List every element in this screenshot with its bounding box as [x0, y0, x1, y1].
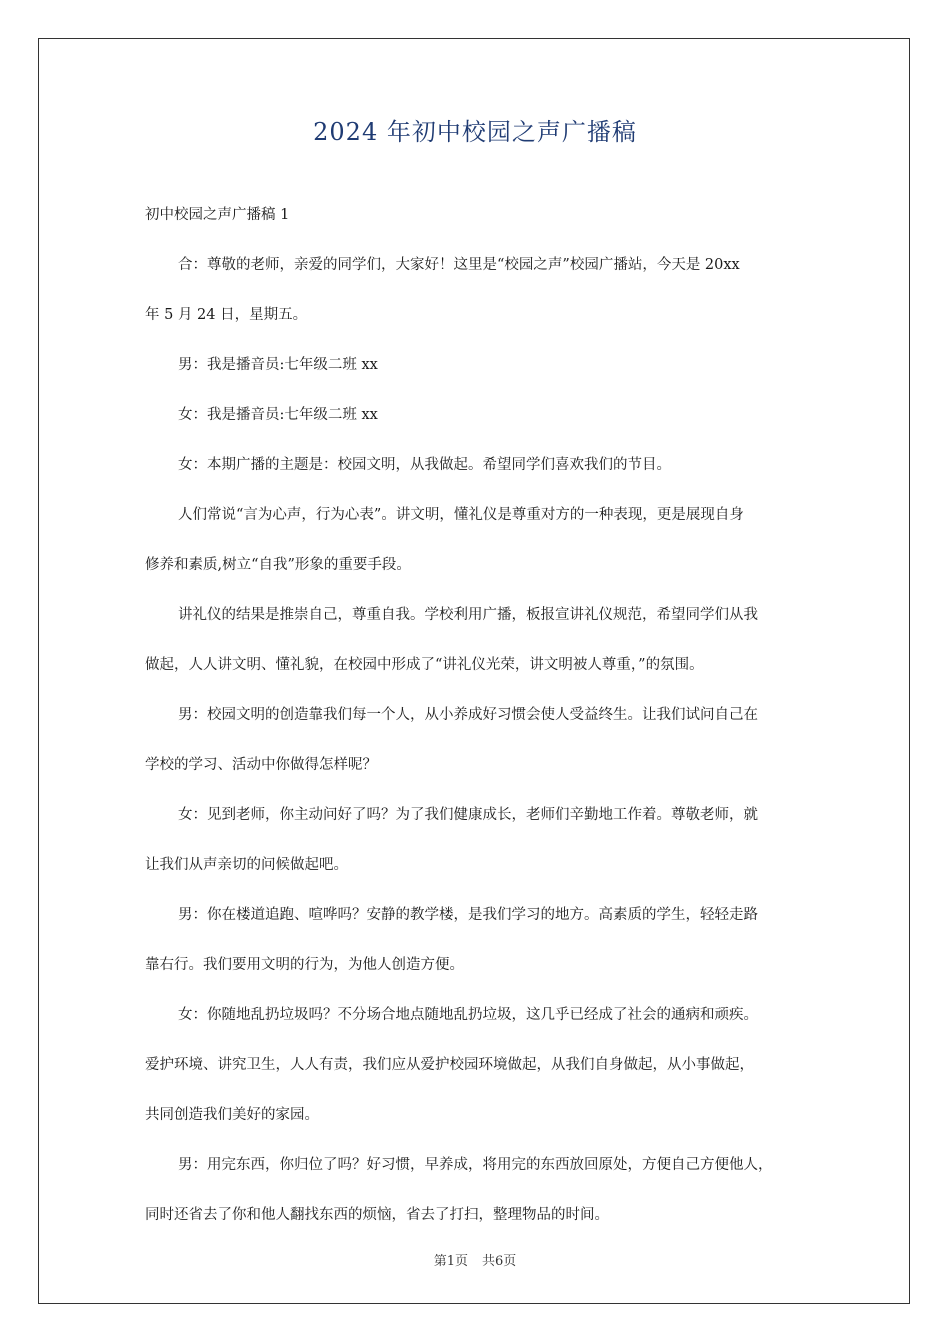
text-line: 讲礼仪的结果是推崇自己，尊重自我。学校利用广播，板报宣讲礼仪规范，希望同学们从我: [178, 607, 758, 623]
text-line: 女：见到老师，你主动问好了吗？为了我们健康成长，老师们辛勤地工作着。尊敬老师，就: [178, 807, 758, 823]
text-line: 同时还省去了你和他人翻找东西的烦恼，省去了打扫，整理物品的时间。: [145, 1207, 609, 1223]
text-line: 共同创造我们美好的家园。: [145, 1107, 319, 1123]
page-footer: [0, 1250, 950, 1269]
text-line: 合：尊敬的老师，亲爱的同学们，大家好！这里是“校园之声”校园广播站，今天是 20xx: [178, 257, 740, 273]
page-number: 第1页: [433, 1254, 468, 1269]
text-line: 女：我是播音员:七年级二班 xx: [178, 407, 378, 423]
document-body: [145, 200, 807, 1250]
text-line: 男：你在楼道追跑、喧哗吗？安静的教学楼，是我们学习的地方。高素质的学生，轻轻走路: [178, 907, 758, 923]
text-line: 靠右行。我们要用文明的行为，为他人创造方便。: [145, 957, 464, 973]
text-line: 初中校园之声广播稿 1: [145, 207, 290, 223]
text-line: 人们常说“言为心声，行为心表”。讲文明，懂礼仪是尊重对方的一种表现，更是展现自身: [178, 507, 744, 523]
text-line: 女：本期广播的主题是：校园文明，从我做起。希望同学们喜欢我们的节目。: [178, 457, 671, 473]
text-line: 男：我是播音员:七年级二班 xx: [178, 357, 378, 373]
text-line: 让我们从声亲切的问候做起吧。: [145, 857, 348, 873]
document-title: 2024 年初中校园之声广播稿: [313, 118, 637, 146]
text-line: 学校的学习、活动中你做得怎样呢？: [145, 757, 377, 773]
text-line: 做起，人人讲文明、懂礼貌，在校园中形成了“讲礼仪光荣，讲文明被人尊重，”的氛围。: [145, 657, 704, 673]
page-total: 共6页: [482, 1254, 517, 1269]
text-line: 爱护环境、讲究卫生，人人有责，我们应从爱护校园环境做起，从我们自身做起，从小事做起，: [145, 1057, 754, 1073]
text-line: 男：用完东西，你归位了吗？好习惯，早养成，将用完的东西放回原处，方便自己方便他人，: [178, 1157, 773, 1173]
text-line: 女：你随地乱扔垃圾吗？不分场合地点随地乱扔垃圾，这几乎已经成了社会的通病和顽疾。: [178, 1007, 758, 1023]
text-line: 修养和素质,树立“自我”形象的重要手段。: [145, 557, 411, 573]
text-line: 年 5 月 24 日，星期五。: [145, 307, 308, 323]
text-line: 男：校园文明的创造靠我们每一个人，从小养成好习惯会使人受益终生。让我们试问自己在: [178, 707, 758, 723]
